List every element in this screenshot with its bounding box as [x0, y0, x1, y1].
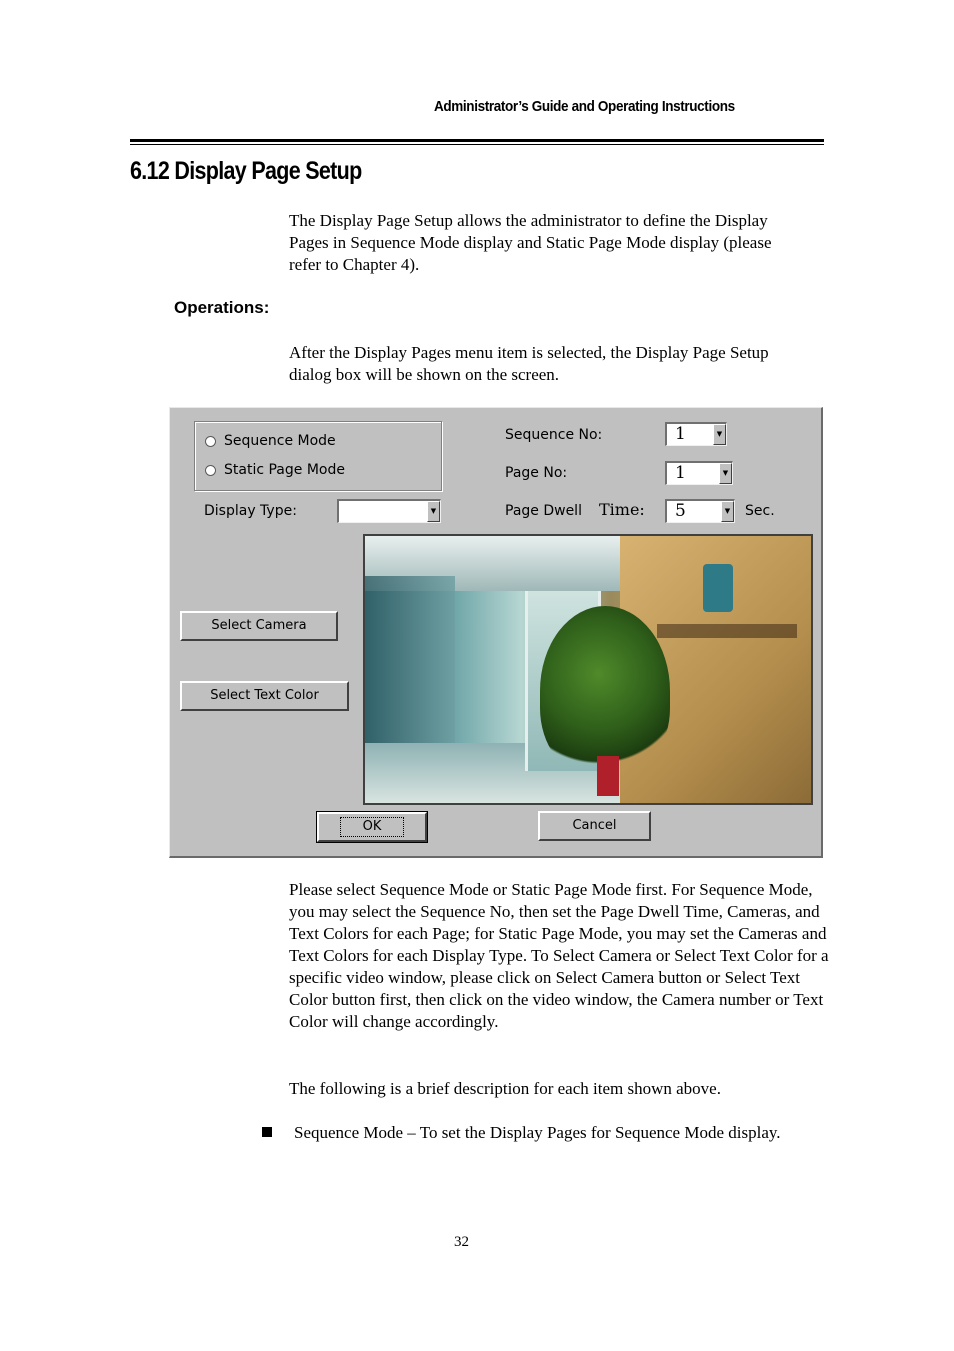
dropdown-arrow-icon[interactable]: ▼	[713, 424, 726, 445]
display-page-setup-dialog	[169, 407, 823, 858]
page-no-value: 1	[675, 463, 686, 483]
following-paragraph: The following is a brief description for each item shown above.	[289, 1079, 721, 1098]
page-number: 32	[454, 1234, 469, 1250]
camera-image-plant	[540, 606, 670, 776]
sec-label: Sec.	[745, 503, 775, 519]
instructions-paragraph: Please select Sequence Mode or Static Page Mode first. For Sequence Mode, you may select the Sequence No, then set the Page Dwell Time, Cameras, and Text Colors for each Page; for Static Page Mode, you may set the Cameras and Text Colors for each Display Type. To Select Camera or Select Text Color for a specific video window, please click on Select Camera button or Select Text Color button first, then click on the video window, the Camera number or Text Color will change accordingly.	[289, 880, 829, 1031]
display-type-select[interactable]	[337, 499, 441, 523]
after-menu-paragraph: After the Display Pages menu item is selected, the Display Page Setup dialog box will be shown on the screen.	[289, 343, 769, 384]
mode-group-box	[194, 421, 442, 491]
sequence-mode-radio[interactable]	[205, 433, 336, 449]
operations-label: Operations:	[174, 298, 270, 317]
sequence-mode-label: Sequence Mode	[224, 433, 336, 449]
dropdown-arrow-icon[interactable]: ▼	[721, 501, 734, 522]
page-dwell-label: Page Dwell	[505, 503, 582, 519]
ok-button-label: OK	[340, 817, 405, 837]
select-camera-button[interactable]: Select Camera	[180, 611, 338, 641]
ok-button[interactable]	[317, 812, 427, 842]
intro-paragraph: The Display Page Setup allows the administrator to define the Display Pages in Sequence Mode display and Static Page Mode display (please refer to Chapter 4).	[289, 211, 772, 274]
sequence-no-label: Sequence No:	[505, 427, 603, 443]
page-no-label: Page No:	[505, 465, 568, 481]
time-label: Time:	[599, 500, 645, 519]
bullet-item-sequence-mode: Sequence Mode – To set the Display Pages for Sequence Mode display.	[294, 1123, 781, 1142]
radio-button-icon[interactable]	[205, 465, 216, 476]
cancel-button[interactable]: Cancel	[538, 811, 651, 841]
camera-image-pot	[597, 756, 619, 796]
page-header: Administrator’s Guide and Operating Instructions	[434, 98, 735, 115]
radio-button-icon[interactable]	[205, 436, 216, 447]
dropdown-arrow-icon[interactable]: ▼	[427, 501, 440, 522]
header-rule-thin	[130, 144, 824, 145]
camera-video-window[interactable]	[363, 534, 813, 805]
page-dwell-time-select[interactable]	[665, 499, 735, 523]
camera-image-logo	[703, 564, 733, 612]
sequence-no-value: 1	[675, 424, 686, 444]
dropdown-arrow-icon[interactable]: ▼	[719, 463, 732, 484]
page-dwell-time-value: 5	[675, 501, 686, 521]
section-title: 6.12 Display Page Setup	[130, 157, 362, 185]
static-page-mode-radio[interactable]	[205, 462, 345, 478]
camera-image-glass	[365, 576, 455, 756]
static-page-mode-label: Static Page Mode	[224, 462, 345, 478]
bullet-square-icon	[262, 1127, 272, 1137]
display-type-label: Display Type:	[204, 503, 297, 519]
select-text-color-button[interactable]: Select Text Color	[180, 681, 349, 711]
sequence-no-select[interactable]	[665, 422, 727, 446]
header-rule-thick	[130, 139, 824, 142]
page-no-select[interactable]	[665, 461, 733, 485]
camera-image-sign	[657, 624, 797, 638]
